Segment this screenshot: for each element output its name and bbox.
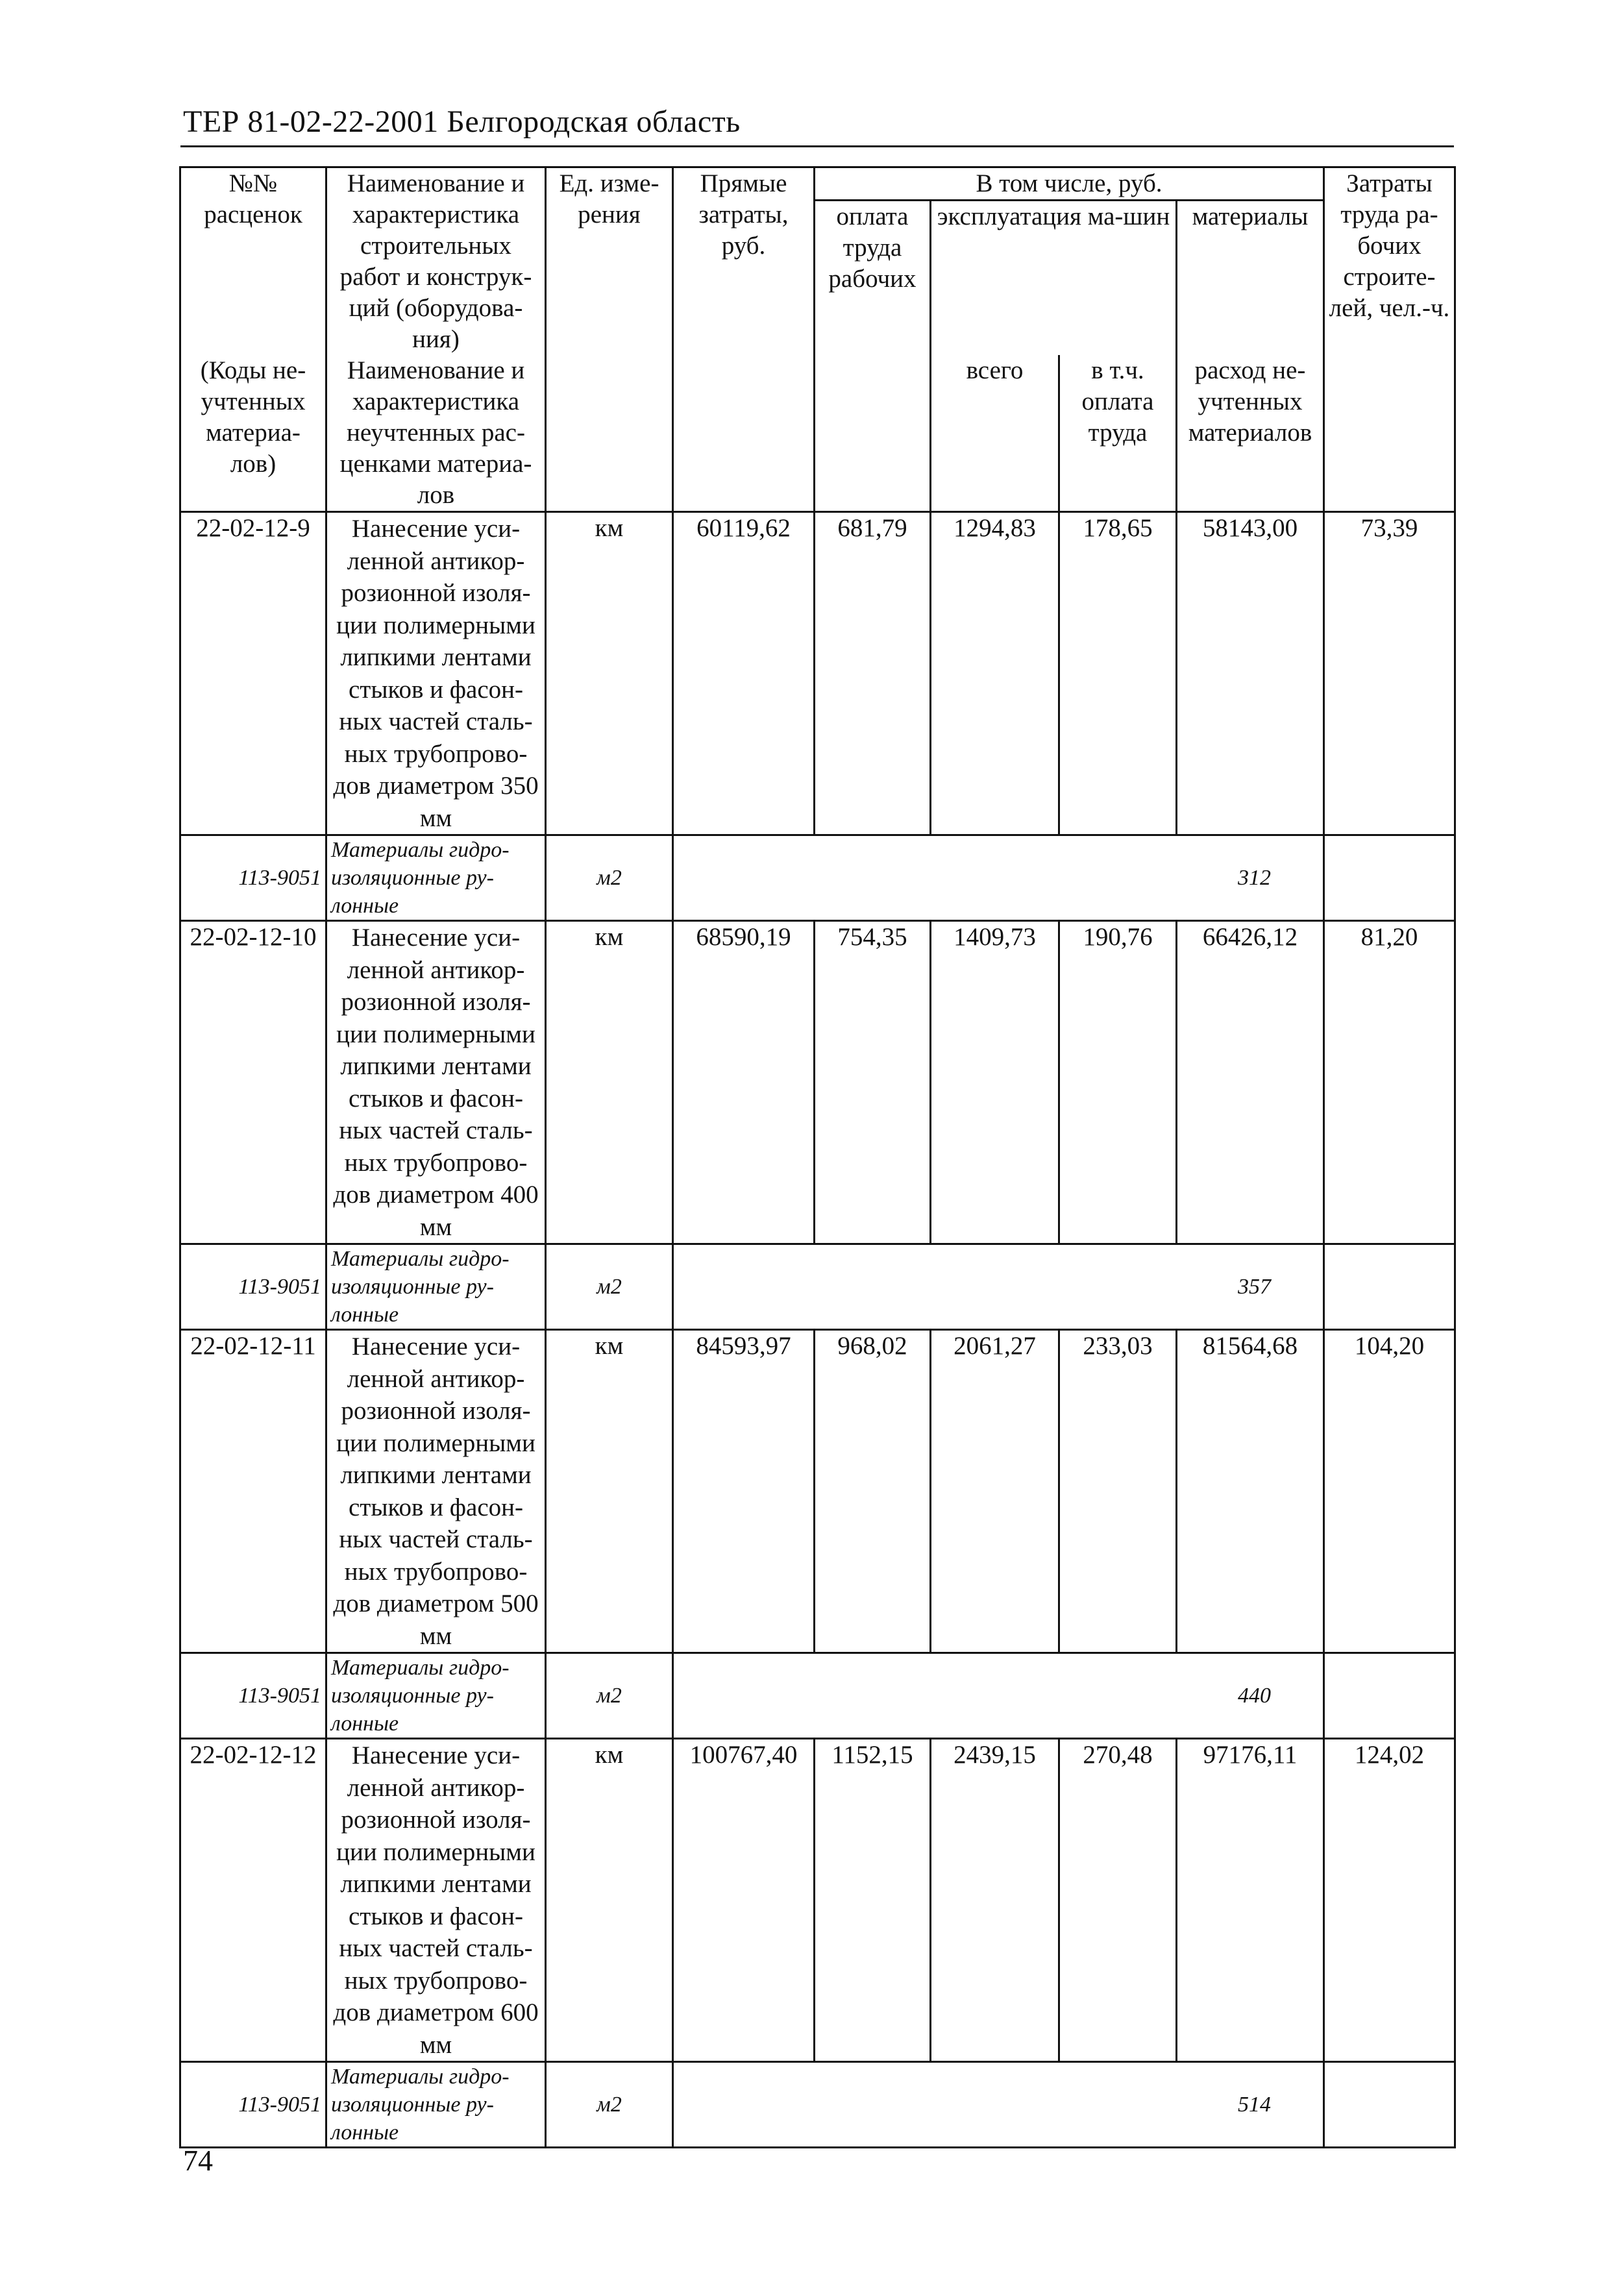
- material-empty-cell: [1324, 1244, 1455, 1330]
- rate-unit: км: [546, 512, 673, 835]
- rate-unit: км: [546, 1739, 673, 2062]
- rate-direct-costs: 60119,62: [673, 512, 815, 835]
- rate-materials: 66426,12: [1177, 921, 1324, 1244]
- rate-direct-costs: 68590,19: [673, 921, 815, 1244]
- rate-labor-hours: 124,02: [1324, 1739, 1455, 2062]
- material-code: 113-9051: [180, 1244, 326, 1330]
- rate-labor-hours: 73,39: [1324, 512, 1455, 835]
- rate-machines-labor: 270,48: [1059, 1739, 1177, 2062]
- rate-code: 22-02-12-12: [180, 1739, 326, 2062]
- material-quantity: 440: [673, 1653, 1324, 1739]
- rate-machines-labor: 190,76: [1059, 921, 1177, 1244]
- material-unit: м2: [546, 2062, 673, 2148]
- col-header-including: В том числе, руб.: [815, 167, 1324, 201]
- rate-labor-pay: 1152,15: [815, 1739, 931, 2062]
- header-row-1: [180, 167, 1455, 201]
- material-quantity: 312: [673, 835, 1324, 921]
- col-header-unaccounted-materials: расход не-учтенных материалов: [1177, 355, 1324, 512]
- col-header-labor-pay: оплата труда рабочих: [815, 201, 931, 512]
- material-row: [180, 835, 1455, 921]
- rate-direct-costs: 84593,97: [673, 1330, 815, 1653]
- rate-machines-total: 2439,15: [931, 1739, 1059, 2062]
- material-name: Материалы гидро-изоляционные ру-лонные: [326, 1653, 546, 1739]
- page-number: 74: [183, 2144, 213, 2177]
- rate-labor-pay: 754,35: [815, 921, 931, 1244]
- rate-materials: 81564,68: [1177, 1330, 1324, 1653]
- rate-machines-total: 1294,83: [931, 512, 1059, 835]
- rate-direct-costs: 100767,40: [673, 1739, 815, 2062]
- rate-materials: 97176,11: [1177, 1739, 1324, 2062]
- rate-unit: км: [546, 921, 673, 1244]
- col-header-unaccounted-code: (Коды не-учтенных материа-лов): [180, 355, 326, 512]
- material-unit: м2: [546, 1653, 673, 1739]
- material-code: 113-9051: [180, 2062, 326, 2148]
- material-name: Материалы гидро-изоляционные ру-лонные: [326, 2062, 546, 2148]
- rate-labor-pay: 681,79: [815, 512, 931, 835]
- col-header-unaccounted-name: Наименование и характеристика неучтенных рас-ценками материа-лов: [326, 355, 546, 512]
- page-header-title: ТЕР 81-02-22-2001 Белгородская область: [183, 104, 741, 139]
- col-header-machines-total: всего: [931, 355, 1059, 512]
- rate-machines-labor: 178,65: [1059, 512, 1177, 835]
- rate-labor-hours: 104,20: [1324, 1330, 1455, 1653]
- rate-code: 22-02-12-11: [180, 1330, 326, 1653]
- table-row: [180, 1739, 1455, 2062]
- table-row: [180, 921, 1455, 1244]
- col-header-code: №№ расценок: [180, 167, 326, 356]
- rate-code: 22-02-12-9: [180, 512, 326, 835]
- table-row: [180, 512, 1455, 835]
- col-header-machines-labor: в т.ч. оплата труда: [1059, 355, 1177, 512]
- material-code: 113-9051: [180, 1653, 326, 1739]
- rate-machines-labor: 233,03: [1059, 1330, 1177, 1653]
- rate-code: 22-02-12-10: [180, 921, 326, 1244]
- rates-table: [179, 166, 1456, 2148]
- material-row: [180, 1653, 1455, 1739]
- rate-name: Нанесение уси-ленной антикор-розионной изоля-ции полимерными липкими лентами стыков и фасон-ных частей сталь-ных трубопрово-дов диаметром 500 мм: [326, 1330, 546, 1653]
- material-quantity: 357: [673, 1244, 1324, 1330]
- rate-labor-hours: 81,20: [1324, 921, 1455, 1244]
- material-name: Материалы гидро-изоляционные ру-лонные: [326, 1244, 546, 1330]
- rate-machines-total: 1409,73: [931, 921, 1059, 1244]
- rate-unit: км: [546, 1330, 673, 1653]
- material-unit: м2: [546, 1244, 673, 1330]
- rate-materials: 58143,00: [1177, 512, 1324, 835]
- rate-name: Нанесение уси-ленной антикор-розионной изоля-ции полимерными липкими лентами стыков и фасон-ных частей сталь-ных трубопрово-дов диаметром 600 мм: [326, 1739, 546, 2062]
- material-row: [180, 2062, 1455, 2148]
- material-quantity: 514: [673, 2062, 1324, 2148]
- col-header-machines: эксплуатация ма-шин: [931, 201, 1177, 356]
- rate-machines-total: 2061,27: [931, 1330, 1059, 1653]
- material-name: Материалы гидро-изоляционные ру-лонные: [326, 835, 546, 921]
- material-code: 113-9051: [180, 835, 326, 921]
- col-header-direct-costs: Прямые затраты, руб.: [673, 167, 815, 512]
- material-unit: м2: [546, 835, 673, 921]
- col-header-materials: материалы: [1177, 201, 1324, 356]
- material-empty-cell: [1324, 835, 1455, 921]
- rate-name: Нанесение уси-ленной антикор-розионной изоля-ции полимерными липкими лентами стыков и фасон-ных частей сталь-ных трубопрово-дов диаметром 400 мм: [326, 921, 546, 1244]
- table-row: [180, 1330, 1455, 1653]
- material-empty-cell: [1324, 1653, 1455, 1739]
- col-header-unit: Ед. изме-рения: [546, 167, 673, 512]
- material-row: [180, 1244, 1455, 1330]
- rate-name: Нанесение уси-ленной антикор-розионной изоля-ции полимерными липкими лентами стыков и фасон-ных частей сталь-ных трубопрово-дов диаметром 350 мм: [326, 512, 546, 835]
- col-header-name: Наименование и характеристика строительных работ и конструк-ций (оборудова-ния): [326, 167, 546, 356]
- material-empty-cell: [1324, 2062, 1455, 2148]
- header-rule: [180, 145, 1454, 147]
- rate-labor-pay: 968,02: [815, 1330, 931, 1653]
- col-header-labor-hours: Затраты труда ра-бочих строите-лей, чел.-ч.: [1324, 167, 1455, 512]
